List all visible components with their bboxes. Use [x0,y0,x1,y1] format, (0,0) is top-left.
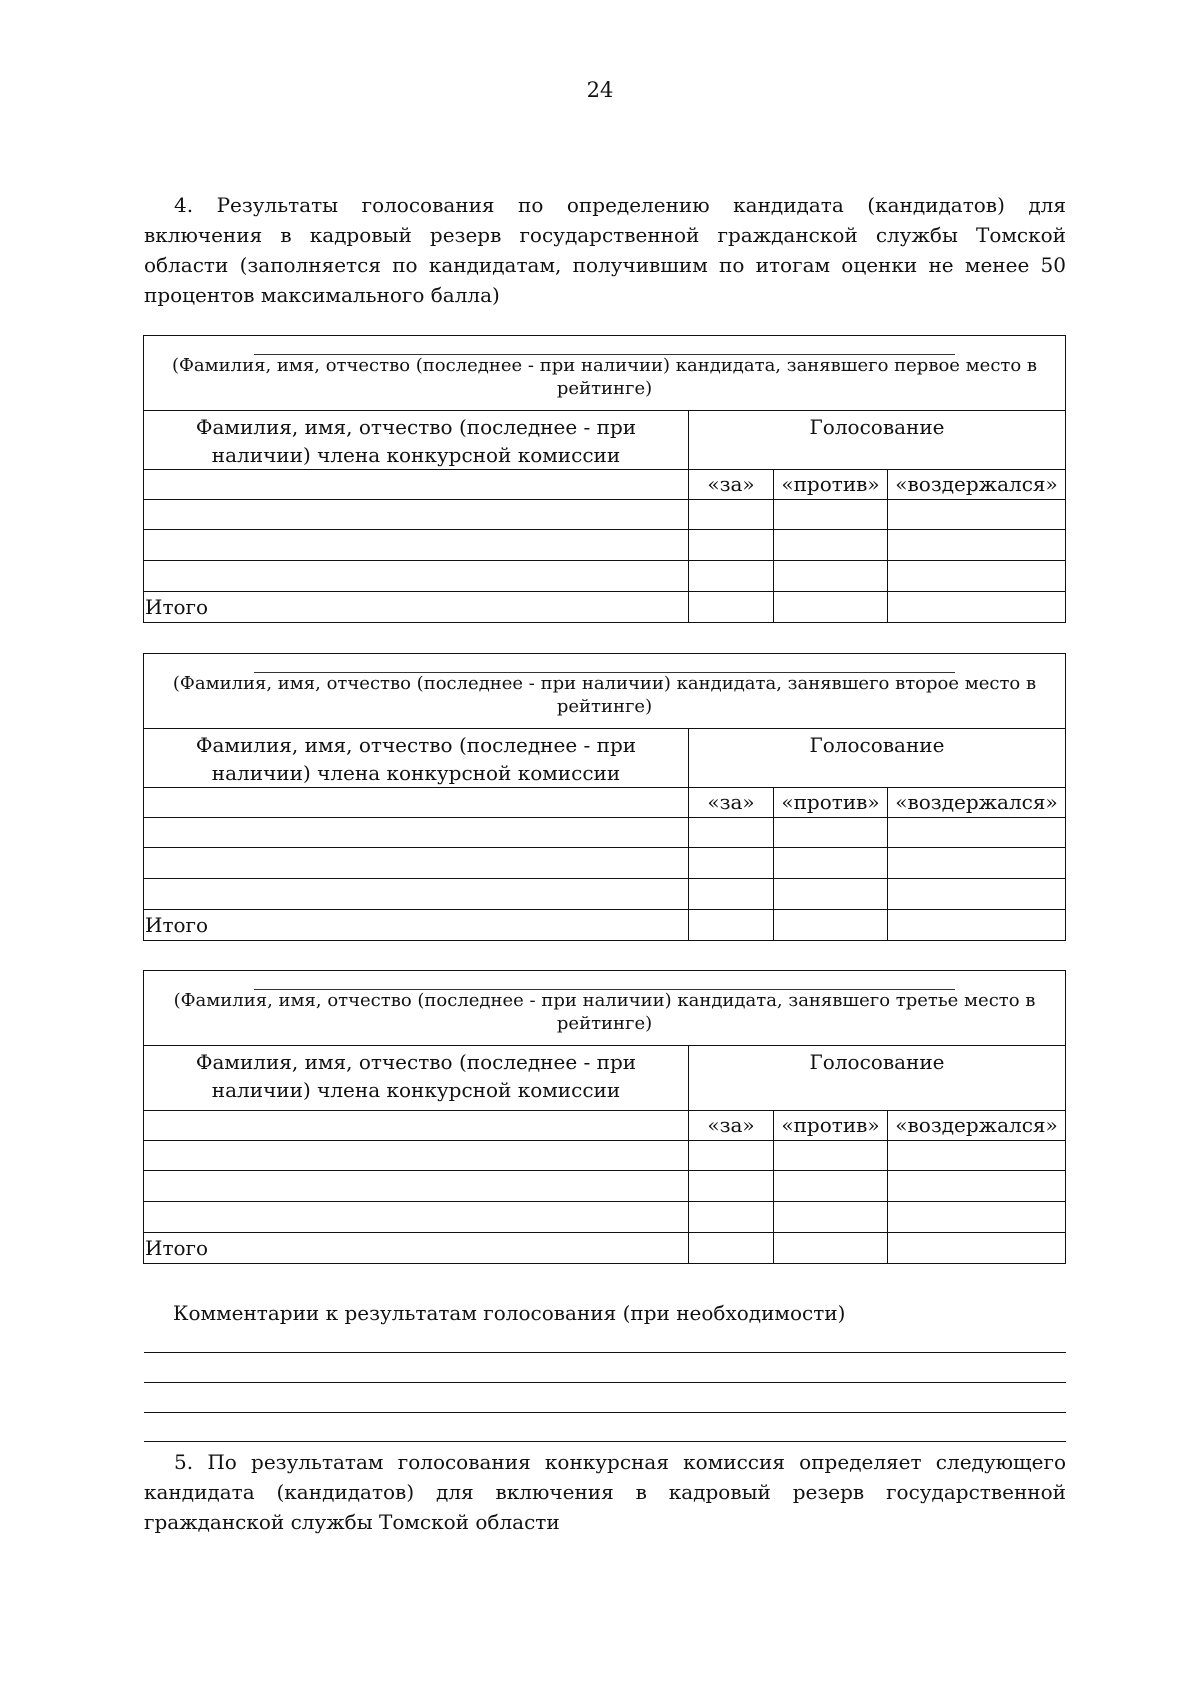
vote-for-header: «за» [689,788,774,818]
member-cell[interactable] [144,848,689,879]
total-against-cell[interactable] [774,1233,888,1264]
member-header: Фамилия, имя, отчество (последнее - при наличии) члена конкурсной комиссии [144,729,689,788]
voting-header: Голосование [689,1046,1066,1111]
vote-abstain-cell[interactable] [888,848,1066,879]
section-5-paragraph [144,1447,1066,1537]
comment-line[interactable] [144,1382,1066,1383]
member-cell[interactable] [144,1202,689,1233]
member-cell[interactable] [144,1171,689,1202]
table-row [144,500,1066,530]
total-label: Итого [144,1233,689,1264]
vote-against-cell[interactable] [774,818,888,848]
member-header: Фамилия, имя, отчество (последнее - при наличии) члена конкурсной комиссии [144,1046,689,1111]
vote-against-cell[interactable] [774,530,888,561]
vote-against-cell[interactable] [774,848,888,879]
section-4-text: 4. Результаты голосования по определению кандидата (кандидатов) для включения в кадровый резерв государственной гражданской службы Томской области (заполняется по кандидатам, получившим по итогам оценки не менее 50 процентов максимального балла) [144,193,1066,307]
member-cell[interactable] [144,818,689,848]
table-row [144,1171,1066,1202]
total-abstain-cell[interactable] [888,592,1066,623]
member-cell[interactable] [144,788,689,818]
vote-for-cell[interactable] [689,561,774,592]
voting-header: Голосование [689,729,1066,788]
table-row [144,879,1066,910]
member-cell[interactable] [144,470,689,500]
total-for-cell[interactable] [689,910,774,941]
vote-abstain-header: «воздержался» [888,788,1066,818]
candidate-caption [144,971,1066,1046]
vote-abstain-cell[interactable] [888,561,1066,592]
vote-for-header: «за» [689,1111,774,1141]
vote-abstain-cell[interactable] [888,500,1066,530]
vote-for-cell[interactable] [689,1202,774,1233]
voting-table-first-place [143,335,1066,623]
total-row [144,910,1066,941]
member-cell[interactable] [144,1141,689,1171]
total-row [144,592,1066,623]
vote-against-header: «против» [774,470,888,500]
member-cell[interactable] [144,561,689,592]
vote-for-cell[interactable] [689,1171,774,1202]
section-5-text: 5. По результатам голосования конкурсная комиссия определяет следующего кандидата (кандидатов) для включения в кадровый резерв государственной гражданской службы Томской области [144,1450,1066,1534]
vote-abstain-header: «воздержался» [888,470,1066,500]
vote-for-cell[interactable] [689,818,774,848]
vote-abstain-header: «воздержался» [888,1111,1066,1141]
member-cell[interactable] [144,530,689,561]
candidate-name-line[interactable] [254,989,955,990]
vote-for-cell[interactable] [689,879,774,910]
vote-against-cell[interactable] [774,1141,888,1171]
table-row [144,530,1066,561]
vote-abstain-cell[interactable] [888,1141,1066,1171]
vote-against-cell[interactable] [774,879,888,910]
vote-abstain-cell[interactable] [888,1202,1066,1233]
member-cell[interactable] [144,500,689,530]
voting-table-third-place [143,970,1066,1264]
vote-abstain-cell[interactable] [888,879,1066,910]
total-abstain-cell[interactable] [888,910,1066,941]
total-label: Итого [144,910,689,941]
candidate-caption-text: (Фамилия, имя, отчество (последнее - при наличии) кандидата, занявшего первое место в рейтинге) [171,355,1038,399]
table-row [144,1202,1066,1233]
member-header: Фамилия, имя, отчество (последнее - при наличии) члена конкурсной комиссии [144,411,689,470]
section-4-paragraph [144,190,1066,310]
candidate-caption-text: (Фамилия, имя, отчество (последнее - при наличии) кандидата, занявшего третье место в рейтинге) [173,990,1036,1034]
table-row [144,1141,1066,1171]
total-against-cell[interactable] [774,910,888,941]
table-row [144,848,1066,879]
total-for-cell[interactable] [689,592,774,623]
candidate-name-line[interactable] [254,672,955,673]
voting-table-second-place [143,653,1066,941]
vote-abstain-cell[interactable] [888,818,1066,848]
vote-for-cell[interactable] [689,500,774,530]
member-cell[interactable] [144,1111,689,1141]
comments-label: Комментарии к результатам голосования (при необходимости) [173,1301,846,1325]
vote-against-cell[interactable] [774,500,888,530]
page-number: 24 [586,78,614,102]
comment-line[interactable] [144,1412,1066,1413]
candidate-name-line[interactable] [254,354,955,355]
candidate-caption-text: (Фамилия, имя, отчество (последнее - при наличии) кандидата, занявшего второе место в рейтинге) [172,673,1037,717]
vote-for-header: «за» [689,470,774,500]
total-abstain-cell[interactable] [888,1233,1066,1264]
total-against-cell[interactable] [774,592,888,623]
total-row [144,1233,1066,1264]
vote-abstain-cell[interactable] [888,530,1066,561]
vote-for-cell[interactable] [689,1141,774,1171]
total-label: Итого [144,592,689,623]
candidate-caption [144,336,1066,411]
vote-against-cell[interactable] [774,1202,888,1233]
total-for-cell[interactable] [689,1233,774,1264]
table-row [144,561,1066,592]
comment-line[interactable] [144,1441,1066,1442]
vote-against-cell[interactable] [774,561,888,592]
vote-for-cell[interactable] [689,848,774,879]
vote-abstain-cell[interactable] [888,1171,1066,1202]
vote-against-header: «против» [774,1111,888,1141]
table-row [144,818,1066,848]
voting-header: Голосование [689,411,1066,470]
candidate-caption [144,654,1066,729]
comment-line[interactable] [144,1352,1066,1353]
member-cell[interactable] [144,879,689,910]
vote-for-cell[interactable] [689,530,774,561]
vote-against-cell[interactable] [774,1171,888,1202]
vote-against-header: «против» [774,788,888,818]
